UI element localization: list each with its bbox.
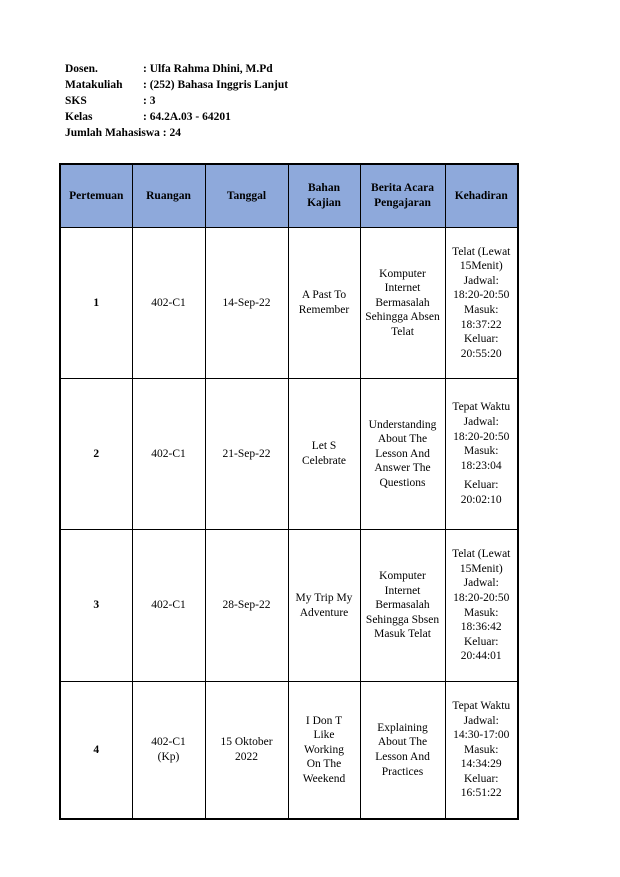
table-row — [60, 530, 518, 682]
attendance-masuk: Masuk: 14:34:29 — [460, 743, 502, 771]
table-row — [60, 228, 518, 379]
cell-kehadiran — [445, 379, 518, 530]
attendance-keluar: Keluar: 20:55:20 — [460, 333, 502, 360]
cell-pertemuan: 2 — [60, 379, 132, 530]
kelas-value: : 64.2A.03 - 64201 — [143, 111, 231, 123]
cell-kehadiran — [445, 530, 518, 682]
table-row — [60, 682, 518, 820]
attendance-keluar: Keluar: 20:44:01 — [460, 635, 502, 663]
header-berita-acara: Berita Acara Pengajaran — [360, 164, 445, 228]
cell-ruangan: 402-C1 (Kp) — [132, 682, 205, 820]
matakuliah-value: : (252) Bahasa Inggris Lanjut — [143, 79, 289, 91]
cell-berita-acara: Komputer Internet Bermasalah Sehingga Sbsen Masuk Telat — [360, 530, 445, 682]
attendance-status: Telat (Lewat 15Menit) — [452, 245, 511, 273]
attendance-status: Tepat Waktu — [452, 401, 511, 414]
attendance-jadwal: Jadwal: 18:20-20:50 — [453, 416, 510, 443]
cell-tanggal: 14-Sep-22 — [205, 228, 288, 379]
cell-ruangan: 402-C1 — [132, 228, 205, 379]
cell-pertemuan: 1 — [60, 228, 132, 379]
table-row — [60, 379, 518, 530]
cell-bahan-kajian: My Trip My Adventure — [288, 530, 360, 682]
header-pertemuan: Pertemuan — [60, 164, 132, 228]
info-dosen — [65, 61, 288, 77]
course-info — [65, 61, 288, 141]
info-sks — [65, 93, 288, 109]
info-matakuliah — [65, 77, 288, 93]
cell-kehadiran — [445, 682, 518, 820]
cell-bahan-kajian: Let S Celebrate — [288, 379, 360, 530]
jumlah-mahasiswa: Jumlah Mahasiswa : 24 — [65, 127, 181, 139]
cell-tanggal: 21-Sep-22 — [205, 379, 288, 530]
attendance-keluar: Keluar: 20:02:10 — [460, 479, 502, 506]
cell-tanggal: 28-Sep-22 — [205, 530, 288, 682]
cell-ruangan: 402-C1 — [132, 379, 205, 530]
info-kelas — [65, 109, 288, 125]
cell-berita-acara: Komputer Internet Bermasalah Sehingga Absen Telat — [360, 228, 445, 379]
sks-value: : 3 — [143, 95, 156, 107]
cell-bahan-kajian: I Don T Like Working On The Weekend — [288, 682, 360, 820]
cell-berita-acara: Explaining About The Lesson And Practices — [360, 682, 445, 820]
kelas-label: Kelas — [65, 111, 93, 123]
cell-ruangan: 402-C1 — [132, 530, 205, 682]
cell-pertemuan: 4 — [60, 682, 132, 820]
dosen-value: : Ulfa Rahma Dhini, M.Pd — [143, 63, 273, 75]
attendance-status: Telat (Lewat 15Menit) — [452, 548, 511, 575]
attendance-jadwal: Jadwal: 18:20-20:50 — [453, 274, 510, 302]
matakuliah-label: Matakuliah — [65, 79, 123, 91]
attendance-keluar: Keluar: 16:51:22 — [460, 772, 502, 800]
header-kehadiran: Kehadiran — [445, 164, 518, 228]
attendance-masuk: Masuk: 18:23:04 — [460, 445, 502, 472]
dosen-label: Dosen. — [65, 63, 98, 75]
attendance-masuk: Masuk: 18:36:42 — [460, 606, 502, 634]
info-jumlah — [65, 125, 288, 141]
attendance-jadwal: Jadwal: 18:20-20:50 — [453, 577, 510, 604]
cell-berita-acara: Understanding About The Lesson And Answer The Questions — [360, 379, 445, 530]
cell-bahan-kajian: A Past To Remember — [288, 228, 360, 379]
sks-label: SKS — [65, 95, 87, 107]
cell-tanggal: 15 Oktober 2022 — [205, 682, 288, 820]
attendance-masuk: Masuk: 18:37:22 — [460, 304, 502, 331]
attendance-table — [59, 163, 519, 820]
header-bahan-kajian: Bahan Kajian — [288, 164, 360, 228]
table-header-row — [60, 164, 518, 228]
cell-pertemuan: 3 — [60, 530, 132, 682]
attendance-jadwal: Jadwal: 14:30-17:00 — [453, 714, 510, 742]
attendance-status: Tepat Waktu — [452, 699, 511, 712]
cell-kehadiran — [445, 228, 518, 379]
header-tanggal: Tanggal — [205, 164, 288, 228]
header-ruangan: Ruangan — [132, 164, 205, 228]
